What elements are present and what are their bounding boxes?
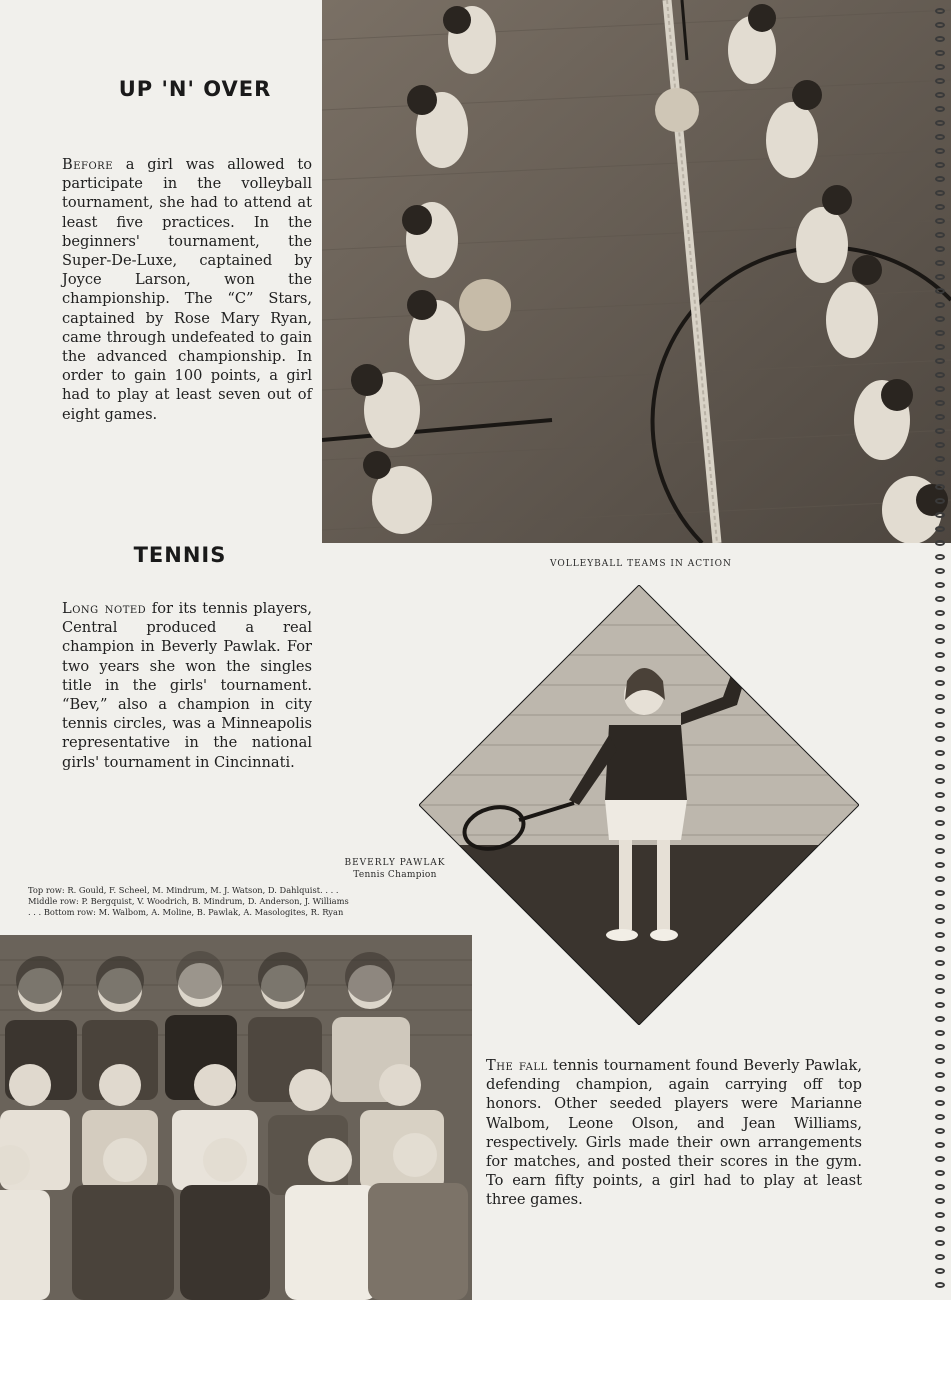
binding-coil	[935, 64, 945, 70]
binding-coil	[935, 680, 945, 686]
tennis-paragraph-lead: Long noted	[62, 600, 147, 617]
binding-coil	[935, 260, 945, 266]
volleyball-paragraph	[62, 155, 312, 424]
volleyball-photo	[322, 0, 951, 543]
binding-coil	[935, 344, 945, 350]
binding-coil	[935, 484, 945, 490]
binding-coil	[935, 736, 945, 742]
binding-coil	[935, 330, 945, 336]
binding-coil	[935, 988, 945, 994]
group-caption-line-2: Middle row: P. Bergquist, V. Woodrich, B. Mindrum, D. Anderson, J. Williams	[28, 896, 349, 906]
binding-coil	[935, 190, 945, 196]
volleyball-heading: UP 'N' OVER	[118, 77, 272, 101]
volleyball-paragraph-body: a girl was allowed to participate in the volleyball tournament, she had to attend at least five practices. In the beginners' tournament, the Super-De-Luxe, captained by Joyce Larson, won the championship. The “C” Stars, captained by Rose Mary Ryan, came through undefeated to gain the advanced championship. In order to gain 100 points, a girl had to play at least seven out of eight games.	[62, 156, 312, 423]
binding-coil	[935, 1170, 945, 1176]
binding-coil	[935, 78, 945, 84]
binding-coil	[935, 414, 945, 420]
binding-coil	[935, 22, 945, 28]
binding-coil	[935, 1114, 945, 1120]
binding-coil	[935, 1184, 945, 1190]
binding-coil	[935, 498, 945, 504]
tennis-paragraph	[62, 599, 312, 772]
binding-coil	[935, 1198, 945, 1204]
binding-coil	[935, 1268, 945, 1274]
binding-coil	[935, 596, 945, 602]
volleyball-photo-illustration	[322, 0, 951, 543]
binding-coil	[935, 8, 945, 14]
binding-coil	[935, 834, 945, 840]
binding-coil	[935, 218, 945, 224]
binding-coil	[935, 1142, 945, 1148]
binding-coil	[935, 288, 945, 294]
fall-paragraph-body: tennis tournament found Beverly Pawlak, defending champion, again carrying off top honors. Other seeded players were Marianne Walbom, Leone Olson, and Jean Williams, respectively. Girls made their own arrangements for matches, and posted their scores in the gym. To earn fifty points, a girl had to play at least three games.	[486, 1057, 862, 1209]
group-caption-line-3: . . . Bottom row: M. Walbom, A. Moline, B. Pawlak, A. Masologites, R. Ryan	[28, 907, 344, 917]
binding-coil	[935, 316, 945, 322]
binding-coil	[935, 134, 945, 140]
binding-coil	[935, 50, 945, 56]
binding-coil	[935, 400, 945, 406]
binding-coil	[935, 512, 945, 518]
tennis-paragraph-body: for its tennis players, Central produced a real champion in Beverly Pawlak. For two years she won the singles title in the girls' tournament. “Bev,” also a champion in city tennis circles, was a Minneapolis representative in the national girls' tournament in Cincinnati.	[62, 600, 312, 771]
binding-coil	[935, 92, 945, 98]
binding-coil	[935, 1058, 945, 1064]
binding-coil	[935, 204, 945, 210]
binding-coil	[935, 554, 945, 560]
binding-coil	[935, 722, 945, 728]
binding-coil	[935, 848, 945, 854]
tennis-heading: TENNIS	[133, 543, 227, 567]
fall-paragraph-lead: The fall	[486, 1057, 548, 1074]
group-caption-line-1: Top row: R. Gould, F. Scheel, M. Mindrum, M. J. Watson, D. Dahlquist. . . .	[28, 885, 339, 895]
binding-coil	[935, 106, 945, 112]
binding-coil	[935, 274, 945, 280]
binding-coil	[935, 568, 945, 574]
binding-coil	[935, 1100, 945, 1106]
pawlak-caption	[330, 857, 460, 881]
binding-coil	[935, 946, 945, 952]
tennis-group-illustration	[0, 935, 472, 1300]
volleyball-paragraph-lead: Before	[62, 156, 113, 173]
binding-coil	[935, 638, 945, 644]
binding-coil	[935, 1016, 945, 1022]
tennis-champion-photo	[419, 585, 859, 1025]
binding-coil	[935, 1226, 945, 1232]
binding-coil	[935, 162, 945, 168]
binding-coil	[935, 36, 945, 42]
binding-coil	[935, 386, 945, 392]
volleyball-photo-caption: VOLLEYBALL TEAMS IN ACTION	[550, 559, 732, 569]
binding-coil	[935, 610, 945, 616]
binding-coil	[935, 960, 945, 966]
fall-tournament-paragraph	[486, 1056, 862, 1210]
binding-coil	[935, 540, 945, 546]
binding-coil	[935, 358, 945, 364]
binding-coil	[935, 820, 945, 826]
binding-coil	[935, 624, 945, 630]
binding-coil	[935, 176, 945, 182]
pawlak-caption-title: Tennis Champion	[353, 870, 437, 880]
spiral-binding	[935, 0, 949, 1300]
binding-coil	[935, 1086, 945, 1092]
binding-coil	[935, 806, 945, 812]
binding-coil	[935, 750, 945, 756]
binding-coil	[935, 1044, 945, 1050]
tennis-group-photo	[0, 935, 472, 1300]
binding-coil	[935, 442, 945, 448]
binding-coil	[935, 974, 945, 980]
binding-coil	[935, 694, 945, 700]
binding-coil	[935, 246, 945, 252]
binding-coil	[935, 904, 945, 910]
binding-coil	[935, 932, 945, 938]
pawlak-caption-name: BEVERLY PAWLAK	[344, 858, 446, 868]
binding-coil	[935, 120, 945, 126]
binding-coil	[935, 1072, 945, 1078]
binding-coil	[935, 456, 945, 462]
binding-coil	[935, 372, 945, 378]
binding-coil	[935, 470, 945, 476]
binding-coil	[935, 1002, 945, 1008]
binding-coil	[935, 890, 945, 896]
binding-coil	[935, 778, 945, 784]
binding-coil	[935, 666, 945, 672]
binding-coil	[935, 148, 945, 154]
binding-coil	[935, 1282, 945, 1288]
binding-coil	[935, 652, 945, 658]
binding-coil	[935, 1128, 945, 1134]
binding-coil	[935, 302, 945, 308]
binding-coil	[935, 1254, 945, 1260]
tennis-champion-illustration	[419, 585, 859, 1025]
binding-coil	[935, 862, 945, 868]
binding-coil	[935, 708, 945, 714]
binding-coil	[935, 876, 945, 882]
bottom-margin	[0, 1300, 951, 1390]
binding-coil	[935, 918, 945, 924]
binding-coil	[935, 1240, 945, 1246]
binding-coil	[935, 582, 945, 588]
binding-coil	[935, 764, 945, 770]
binding-coil	[935, 1156, 945, 1162]
binding-coil	[935, 1030, 945, 1036]
binding-coil	[935, 428, 945, 434]
binding-coil	[935, 1212, 945, 1218]
binding-coil	[935, 526, 945, 532]
binding-coil	[935, 232, 945, 238]
binding-coil	[935, 792, 945, 798]
group-photo-caption	[28, 885, 483, 918]
